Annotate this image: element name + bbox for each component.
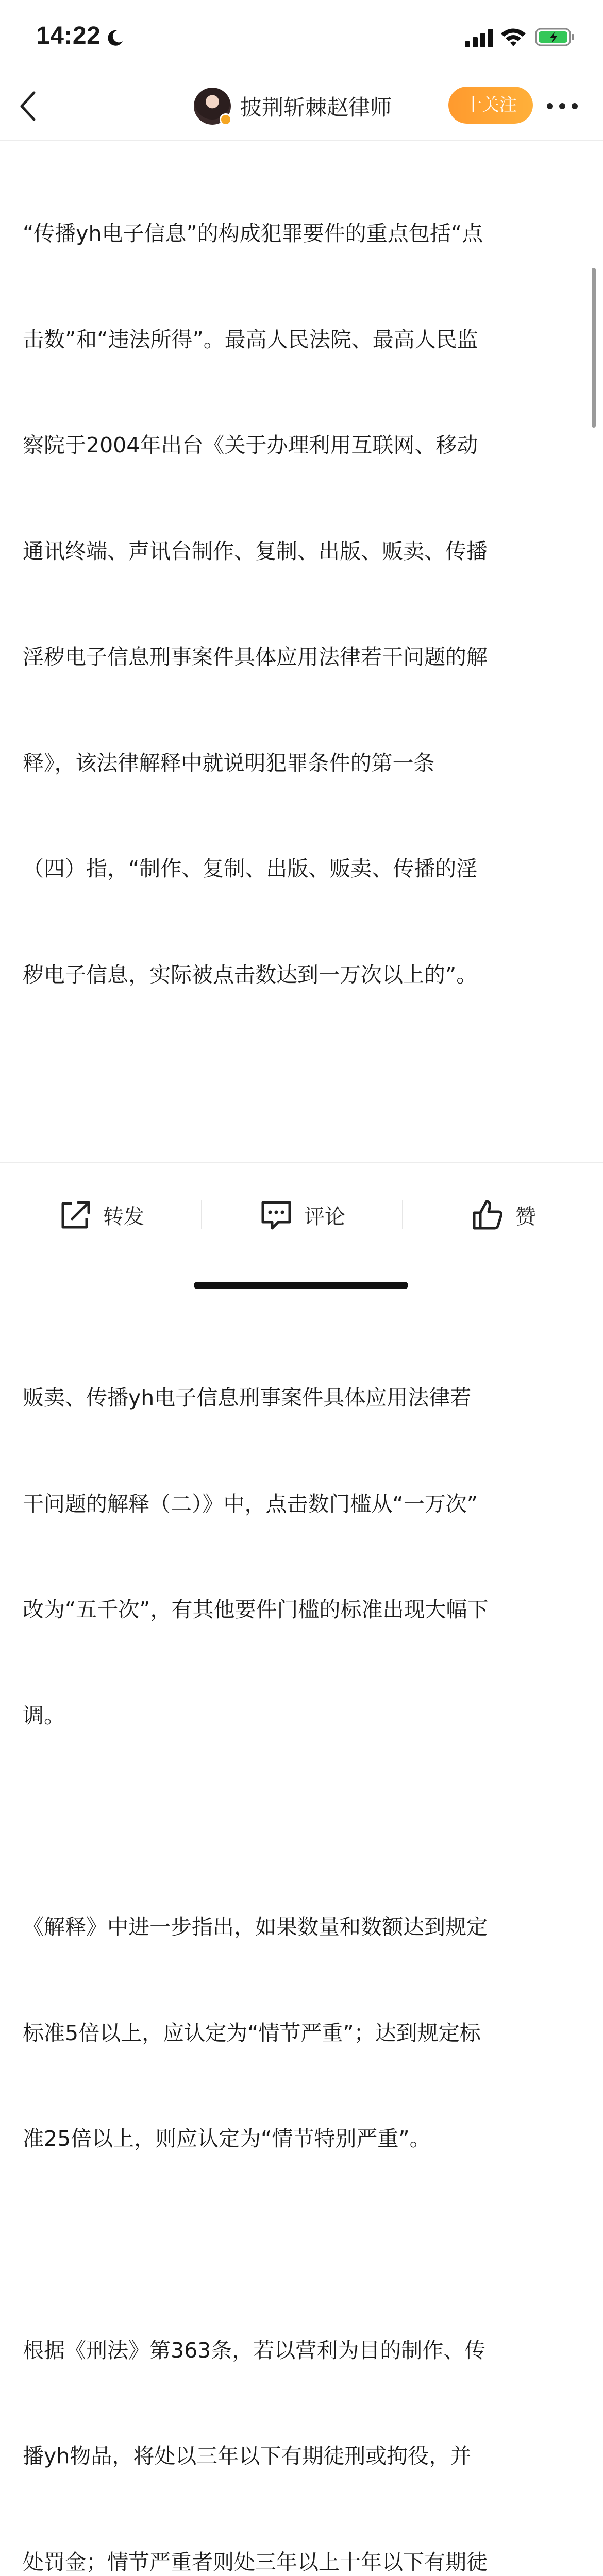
paragraph-line: 击数”和“违法所得”。最高人民法院、最高人民监	[23, 322, 580, 358]
wifi-icon	[500, 27, 527, 47]
comment-icon	[258, 1196, 295, 1233]
like-label: 赞	[515, 1200, 536, 1230]
back-arrow-icon[interactable]	[13, 88, 44, 125]
paragraph-line: 淫秽电子信息刑事案件具体应用法律若干问题的解	[23, 639, 580, 675]
status-bar	[0, 0, 603, 72]
share-label: 转发	[103, 1200, 144, 1230]
paragraph-line: （四）指，“制作、复制、出版、贩卖、传播的淫	[23, 851, 580, 887]
thumbs-up-icon	[469, 1196, 506, 1233]
paragraph-line: 秽电子信息，实际被点击数达到一万次以上的”。	[23, 957, 580, 993]
share-icon	[57, 1196, 94, 1233]
paragraph-line: 处罚金；情节严重者则处三年以上十年以下有期徒	[23, 2545, 580, 2576]
share-button[interactable]	[57, 1194, 144, 1235]
comment-label: 评论	[304, 1200, 345, 1230]
bottom-action-bar	[0, 1162, 603, 1306]
like-button[interactable]	[469, 1194, 536, 1235]
author-avatar[interactable]	[194, 88, 231, 125]
divider	[402, 1200, 403, 1229]
article-body	[23, 145, 580, 1160]
more-options-icon[interactable]	[545, 97, 579, 115]
paragraph-line: 根据《刑法》第363条，若以营利为目的制作、传	[23, 2333, 580, 2368]
paragraph-line: “传播yh电子信息”的构成犯罪要件的重点包括“点	[23, 216, 580, 251]
paragraph-line: 播yh物品，将处以三年以下有期徒刑或拘役，并	[23, 2438, 580, 2474]
verified-badge-icon	[220, 113, 232, 126]
paragraph-line: 标准5倍以上，应认定为“情节严重”；达到规定标	[23, 2015, 580, 2051]
status-time: 14:22	[36, 22, 100, 50]
article-paragraph	[23, 2262, 580, 2576]
article-header	[0, 72, 603, 141]
scroll-indicator[interactable]	[592, 268, 596, 428]
follow-button[interactable]: 十关注	[448, 87, 533, 124]
cellular-signal-icon	[465, 29, 494, 47]
moon-icon	[106, 29, 124, 47]
paragraph-line: 干问题的解释（二）》中，点击数门槛从“一万次”	[23, 1486, 580, 1522]
paragraph-line: 贩卖、传播yh电子信息刑事案件具体应用法律若	[23, 1380, 580, 1416]
author-name[interactable]: 披荆斩棘赵律师	[240, 91, 392, 122]
paragraph-line: 通讯终端、声讯台制作、复制、出版、贩卖、传播	[23, 534, 580, 569]
paragraph-line: 准25倍以上，则应认定为“情节特别严重”。	[23, 2121, 580, 2157]
paragraph-line: 察院于2004年出台《关于办理利用互联网、移动	[23, 428, 580, 463]
divider	[201, 1200, 202, 1229]
paragraph-line: 释》，该法律解释中就说明犯罪条件的第一条	[23, 745, 580, 781]
paragraph-line: 改为“五千次”，有其他要件门槛的标准出现大幅下	[23, 1592, 580, 1628]
paragraph-line: 《解释》中进一步指出，如果数量和数额达到规定	[23, 1909, 580, 1945]
battery-icon	[535, 27, 575, 47]
home-indicator[interactable]	[194, 1282, 408, 1289]
comment-button[interactable]	[258, 1194, 345, 1235]
paragraph-line: 调。	[23, 1698, 580, 1734]
article-paragraph	[23, 145, 580, 1063]
article-paragraph	[23, 1839, 580, 2227]
